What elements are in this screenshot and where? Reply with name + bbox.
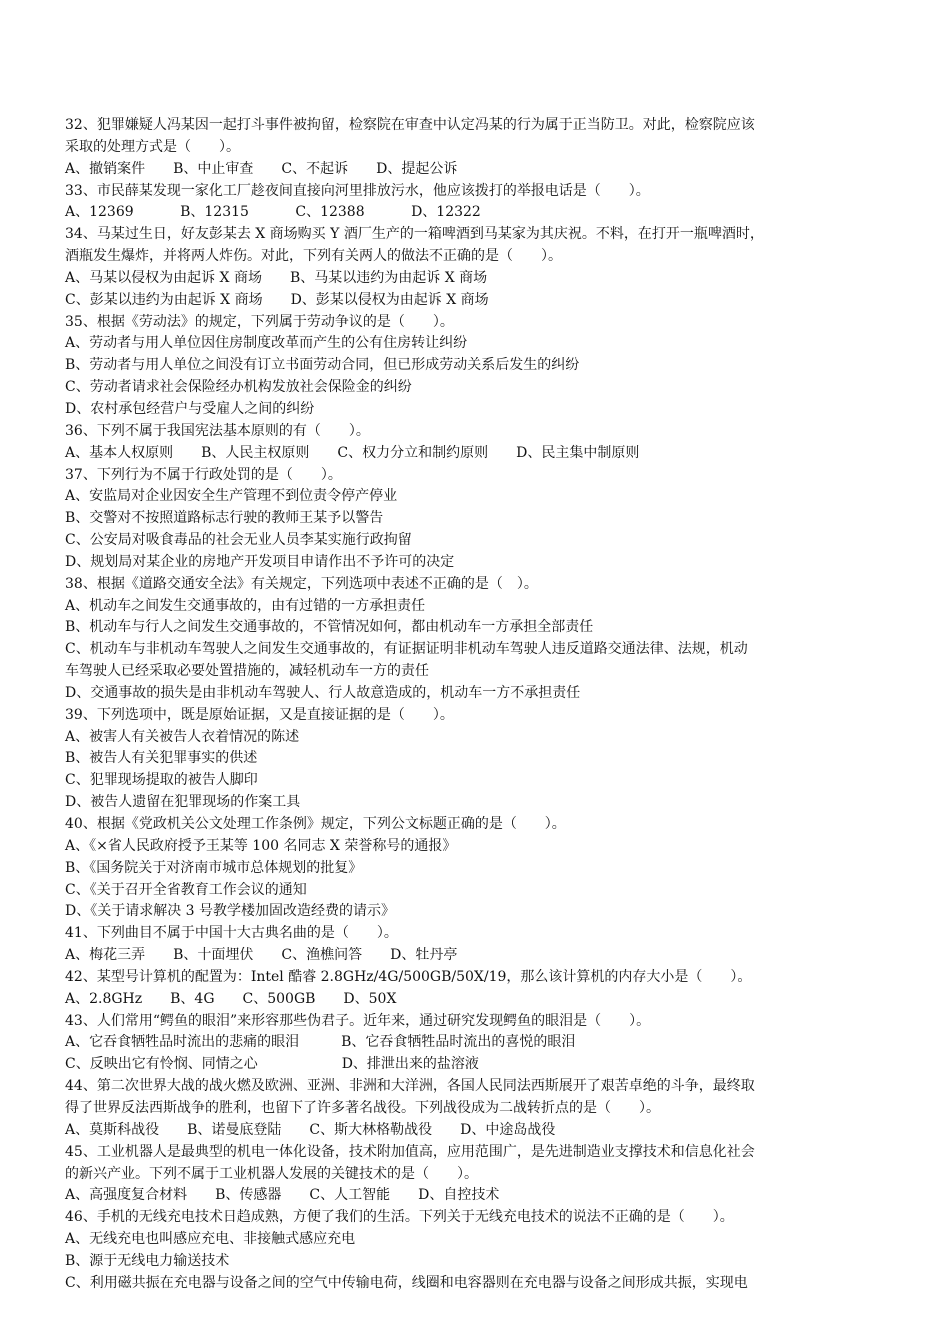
text-line: A、马某以侵权为由起诉 X 商场 B、马某以违约为由起诉 X 商场 <box>65 269 488 286</box>
text-line: 39、下列选项中，既是原始证据，又是直接证据的是（ ）。 <box>65 706 454 723</box>
text-line: 采取的处理方式是（ ）。 <box>65 138 240 155</box>
text-line: A、劳动者与用人单位因住房制度改革而产生的公有住房转让纠纷 <box>65 335 468 352</box>
text-line: C、彭某以违约为由起诉 X 商场 D、彭某以侵权为由起诉 X 商场 <box>65 291 489 308</box>
text-line: D、规划局对某企业的房地产开发项目申请作出不予许可的决定 <box>65 553 455 570</box>
text-line: 37、下列行为不属于行政处罚的是（ ）。 <box>65 466 342 483</box>
text-line: B、交警对不按照道路标志行驶的教师王某予以警告 <box>65 510 384 527</box>
text-line: C、劳动者请求社会保险经办机构发放社会保险金的纠纷 <box>65 379 412 396</box>
text-line: 的新兴产业。下列不属于工业机器人发展的关键技术的是（ ）。 <box>65 1165 478 1182</box>
text-line: 32、犯罪嫌疑人冯某因一起打斗事件被拘留，检察院在审查中认定冯某的行为属于正当防卫。对此，检察院应该 <box>65 117 755 133</box>
text-line: 44、第二次世界大战的战火燃及欧洲、亚洲、非洲和大洋洲，各国人民同法西斯展开了艰苦卓绝的斗争，最终取 <box>65 1078 755 1095</box>
text-line: A、机动车之间发生交通事故的，由有过错的一方承担责任 <box>65 597 426 614</box>
text-line: 33、市民薛某发现一家化工厂趁夜间直接向河里排放污水，他应该拨打的举报电话是（ ）。 <box>65 182 650 199</box>
text-line: 酒瓶发生爆炸，并将两人炸伤。对此，下列有关两人的做法不正确的是（ ）。 <box>65 248 562 265</box>
text-line: A、它吞食牺牲品时流出的悲痛的眼泪 B、它吞食牺牲品时流出的喜悦的眼泪 <box>65 1034 576 1051</box>
text-line: A、12369 B、12315 C、12388 D、12322 <box>65 204 481 221</box>
text-line: C、公安局对吸食毒品的社会无业人员李某实施行政拘留 <box>65 532 412 549</box>
text-line: A、安监局对企业因安全生产管理不到位责令停产停业 <box>65 488 398 505</box>
text-line: 36、下列不属于我国宪法基本原则的有（ ）。 <box>65 422 370 439</box>
text-line: A、2.8GHz B、4G C、500GB D、50X <box>65 990 397 1007</box>
text-line: A、高强度复合材料 B、传感器 C、人工智能 D、自控技术 <box>65 1187 500 1204</box>
text-line: B、源于无线电力输送技术 <box>65 1252 230 1269</box>
text-line: D、被告人遗留在犯罪现场的作案工具 <box>65 794 301 811</box>
text-line: C、《关于召开全省教育工作会议的通知 <box>65 881 307 898</box>
text-line: 38、根据《道路交通安全法》有关规定，下列选项中表述不正确的是（ ）。 <box>65 575 538 592</box>
text-line: B、《国务院关于对济南市城市总体规划的批复》 <box>65 859 363 876</box>
text-line: C、利用磁共振在充电器与设备之间的空气中传输电荷，线圈和电容器则在充电器与设备之间形成共振，实现电 <box>65 1274 748 1291</box>
text-line: 34、马某过生日，好友彭某去 X 商场购买 Y 酒厂生产的一箱啤酒到马某家为其庆祝。不料，在打开一瓶啤酒时， <box>65 226 764 243</box>
text-line: A、撤销案件 B、中止审查 C、不起诉 D、提起公诉 <box>65 160 458 177</box>
text-line: A、《×省人民政府授予王某等 100 名同志 X 荣誉称号的通报》 <box>65 837 457 854</box>
text-line: A、梅花三弄 B、十面埋伏 C、渔樵问答 D、牡丹亭 <box>65 947 458 964</box>
text-line: A、无线充电也叫感应充电、非接触式感应充电 <box>65 1231 356 1248</box>
text-line: A、基本人权原则 B、人民主权原则 C、权力分立和制约原则 D、民主集中制原则 <box>65 444 640 461</box>
text-line: B、劳动者与用人单位之间没有订立书面劳动合同，但已形成劳动关系后发生的纠纷 <box>65 357 580 374</box>
text-line: D、交通事故的损失是由非机动车驾驶人、行人故意造成的，机动车一方不承担责任 <box>65 684 581 701</box>
text-line: C、犯罪现场提取的被告人脚印 <box>65 772 258 789</box>
text-line: C、机动车与非机动车驾驶人之间发生交通事故的，有证据证明非机动车驾驶人违反道路交通法律、法规，机动 <box>65 641 748 658</box>
text-line: 46、手机的无线充电技术日趋成熟，方便了我们的生活。下列关于无线充电技术的说法不正确的是（ ）。 <box>65 1209 734 1226</box>
text-line: A、莫斯科战役 B、诺曼底登陆 C、斯大林格勒战役 D、中途岛战役 <box>65 1121 556 1138</box>
text-line: B、机动车与行人之间发生交通事故的，不管情况如何，都由机动车一方承担全部责任 <box>65 619 594 636</box>
text-line: 车驾驶人已经采取必要处置措施的，减轻机动车一方的责任 <box>65 663 429 680</box>
text-line: 得了世界反法西斯战争的胜利，也留下了许多著名战役。下列战役成为二战转折点的是（ ）。 <box>65 1099 660 1116</box>
text-line: 42、某型号计算机的配置为：Intel 酷睿 2.8GHz/4G/500GB/50X/19，那么该计算机的内存大小是（ ）。 <box>65 968 752 985</box>
text-line: D、《关于请求解决 3 号教学楼加固改造经费的请示》 <box>65 903 396 920</box>
text-line: 41、下列曲目不属于中国十大古典名曲的是（ ）。 <box>65 925 398 942</box>
text-line: 43、人们常用“鳄鱼的眼泪”来形容那些伪君子。近年来，通过研究发现鳄鱼的眼泪是（ ）。 <box>65 1012 651 1029</box>
text-line: B、被告人有关犯罪事实的供述 <box>65 750 258 767</box>
text-line: 45、工业机器人是最典型的机电一体化设备，技术附加值高，应用范围广，是先进制造业支撑技术和信息化社会 <box>65 1143 755 1160</box>
text-line: A、被害人有关被告人衣着情况的陈述 <box>65 728 300 745</box>
text-line: C、反映出它有怜悯、同情之心 D、排泄出来的盐溶液 <box>65 1056 479 1073</box>
text-line: 35、根据《劳动法》的规定，下列属于劳动争议的是（ ）。 <box>65 313 454 330</box>
text-line: D、农村承包经营户与受雇人之间的纠纷 <box>65 400 315 417</box>
text-line: 40、根据《党政机关公文处理工作条例》规定，下列公文标题正确的是（ ）。 <box>65 816 566 832</box>
